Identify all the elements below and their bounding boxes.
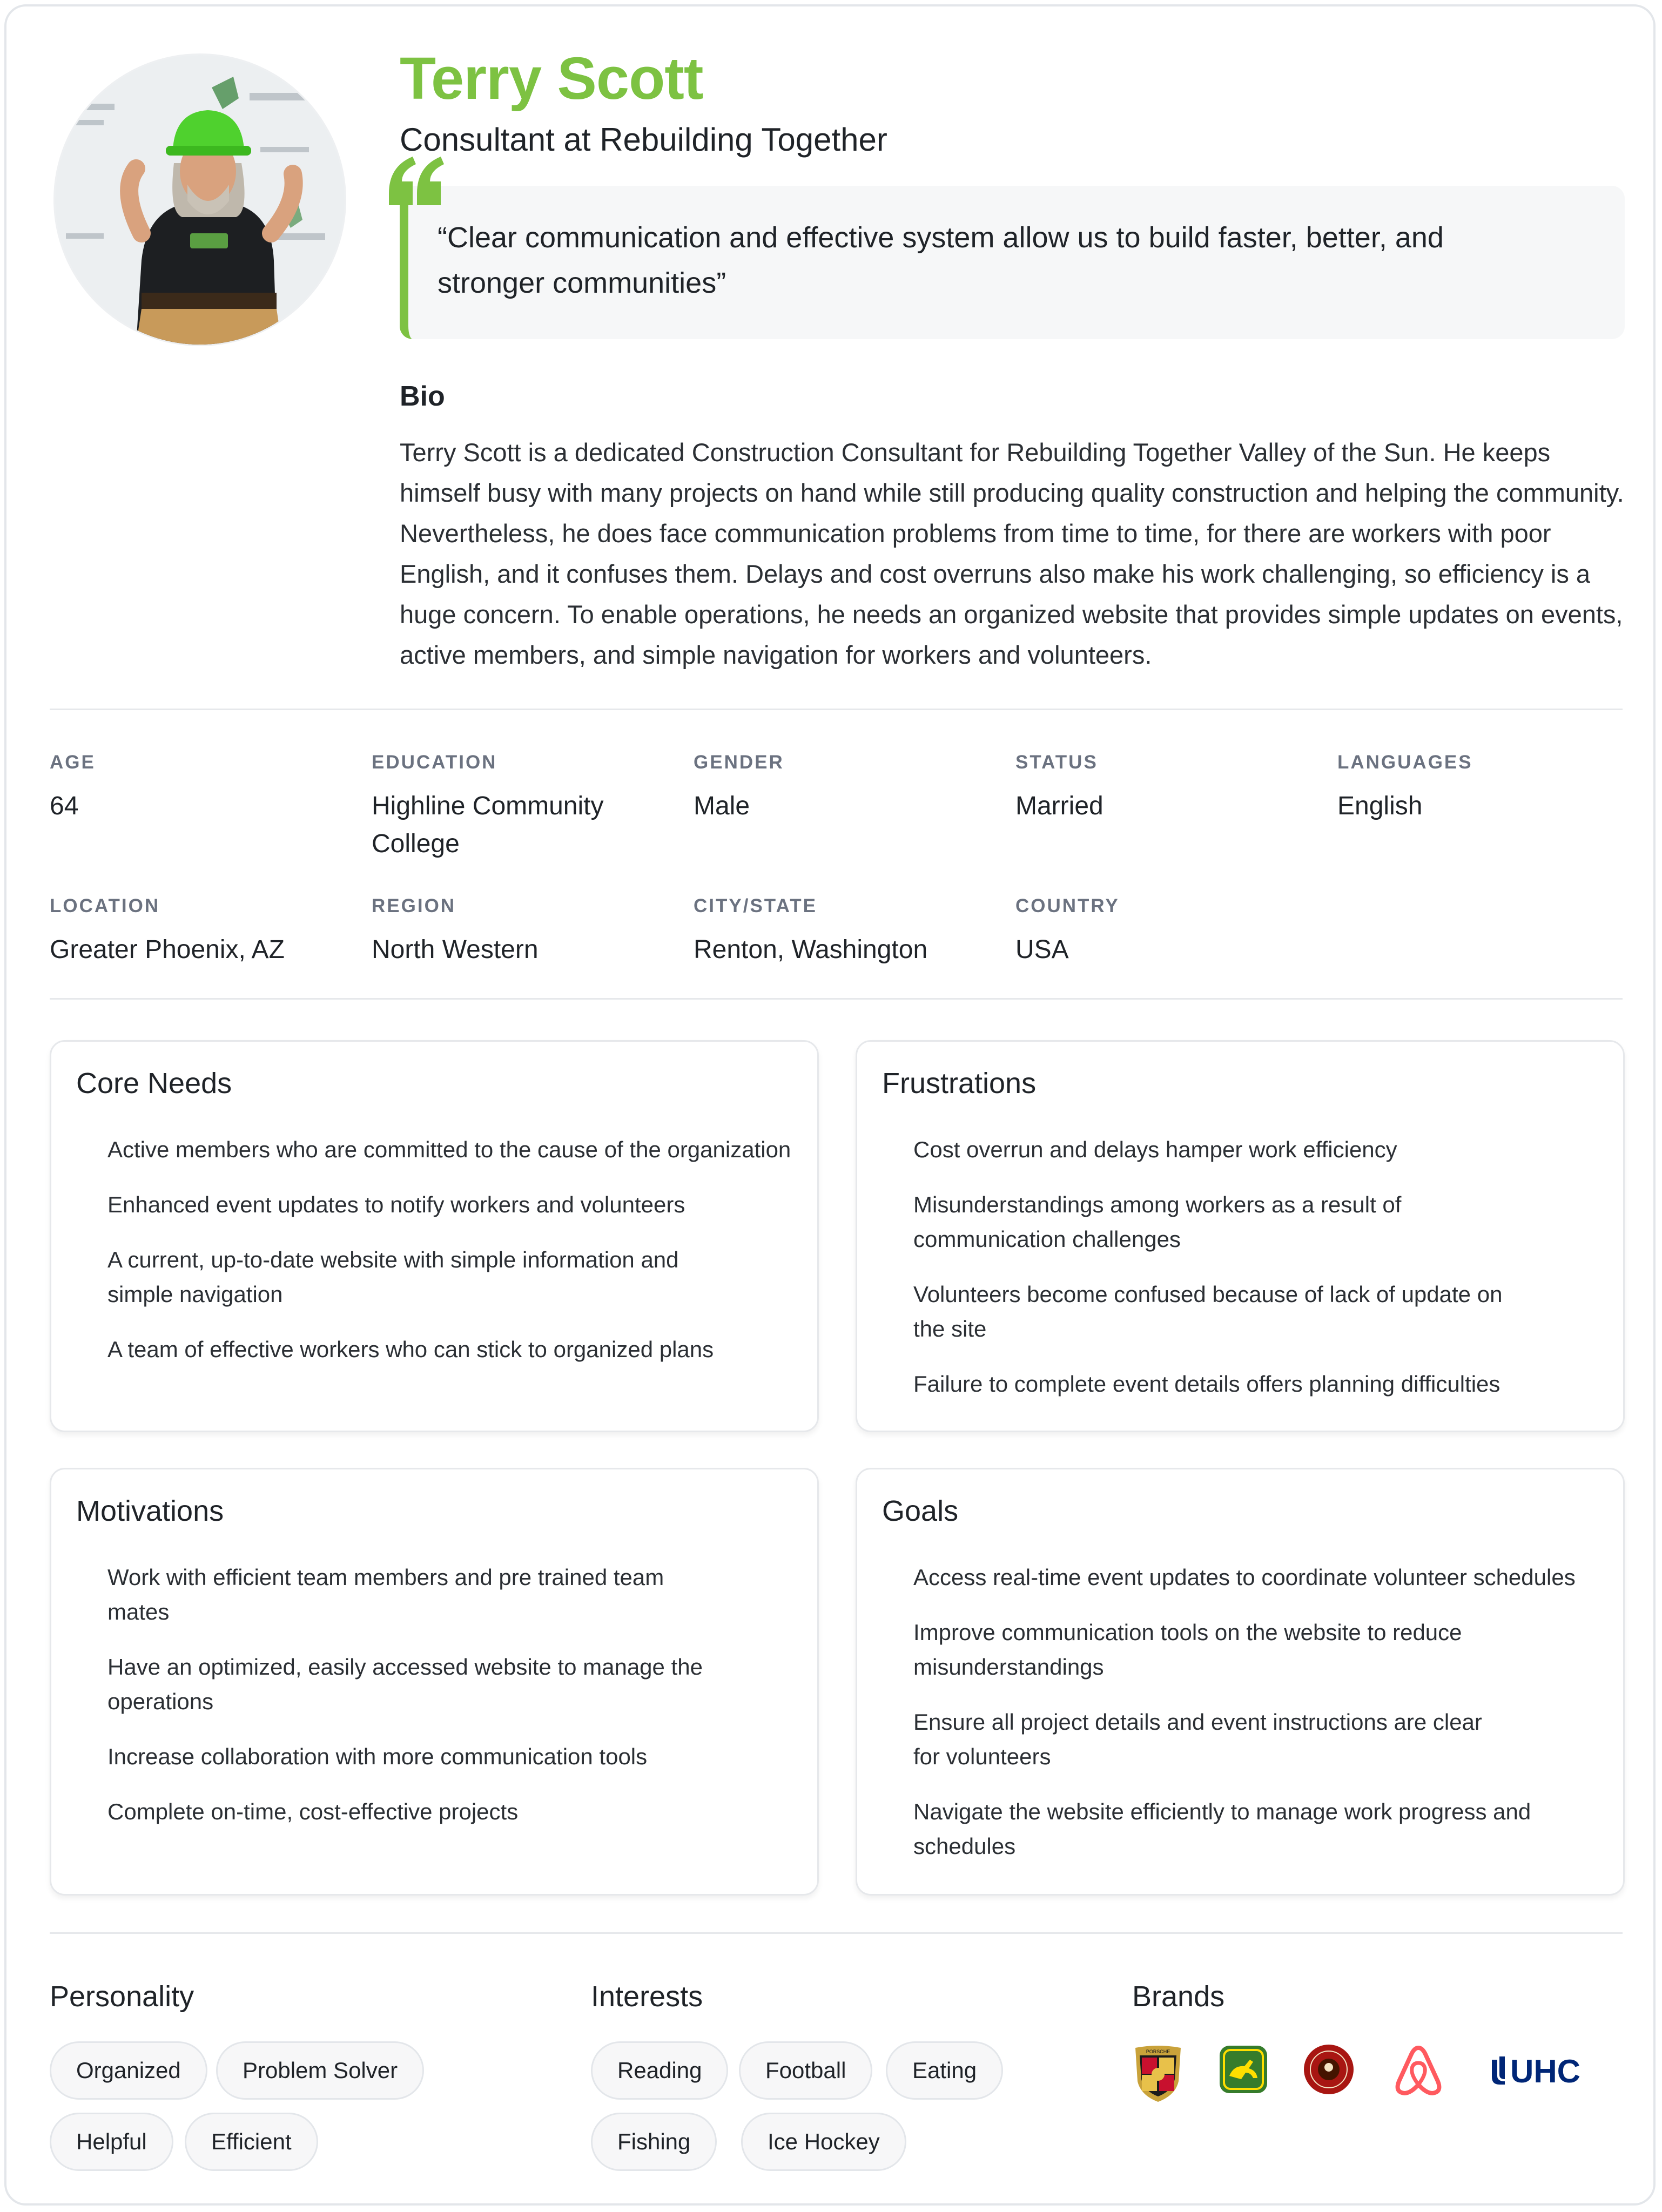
card-frustrations <box>856 1040 1625 1432</box>
demo-label: LOCATION <box>50 895 160 916</box>
demo-label: COUNTRY <box>1015 895 1120 916</box>
demo-value: Highline Community College <box>372 792 604 858</box>
persona-quote: “Clear communication and effective system allow us to build faster, better, and stronger communities” <box>438 221 1444 299</box>
card-motivations <box>50 1468 819 1896</box>
demo-city-state <box>694 895 996 969</box>
list-item: Active members who are committed to the cause of the organization <box>107 1137 791 1162</box>
interest-tag: Ice Hockey <box>741 2113 906 2171</box>
demo-value: English <box>1337 792 1423 820</box>
list-item: Improve communication tools on the website to reduce misunderstandings <box>913 1620 1462 1680</box>
card-title: Motivations <box>76 1495 224 1527</box>
card-title: Core Needs <box>76 1067 232 1100</box>
demo-country <box>1015 895 1318 969</box>
john-deere-icon <box>1217 2044 1269 2095</box>
personality-heading: Personality <box>50 1980 194 2013</box>
card-core-needs <box>50 1040 819 1432</box>
personality-tag: Organized <box>50 2041 207 2100</box>
card-title: Frustrations <box>882 1067 1037 1100</box>
list-item: Cost overrun and delays hamper work efficiency <box>913 1137 1397 1162</box>
demo-languages <box>1337 752 1618 825</box>
demo-gender <box>694 752 974 825</box>
personality-tag: Helpful <box>50 2113 173 2171</box>
avatar <box>55 55 345 345</box>
demo-value: Greater Phoenix, AZ <box>50 935 285 964</box>
demo-status <box>1015 752 1296 825</box>
demo-label: STATUS <box>1015 752 1098 773</box>
divider <box>50 998 1623 1000</box>
interest-tag: Football <box>739 2041 872 2100</box>
demo-value: North Western <box>372 935 539 964</box>
demo-value: USA <box>1015 935 1069 964</box>
divider <box>50 1932 1623 1934</box>
quote-icon <box>385 151 444 211</box>
persona-card <box>4 4 1656 2206</box>
persona-role: Consultant at Rebuilding Together <box>400 122 887 158</box>
list-item: Have an optimized, easily accessed website to manage the operations <box>107 1654 703 1714</box>
list-item: Misunderstandings among workers as a result of communication challenges <box>913 1192 1402 1252</box>
personality-tag: Efficient <box>185 2113 318 2171</box>
interest-tag: Fishing <box>591 2113 717 2171</box>
porsche-crest-icon <box>1132 2044 1184 2103</box>
divider <box>50 709 1623 710</box>
demo-value: 64 <box>50 792 79 820</box>
uhc-wordmark: UHC <box>1510 2053 1580 2089</box>
list-item: Complete on-time, cost-effective projects <box>107 1799 519 1824</box>
demo-value: Married <box>1015 792 1103 820</box>
demo-label: REGION <box>372 895 456 916</box>
list-item: Increase collaboration with more communication tools <box>107 1744 648 1769</box>
chipotle-icon <box>1303 2044 1355 2095</box>
brands-heading: Brands <box>1132 1980 1225 2013</box>
demo-label: LANGUAGES <box>1337 752 1473 773</box>
list-item: Enhanced event updates to notify workers and volunteers <box>107 1192 685 1217</box>
list-item: Failure to complete event details offers planning difficulties <box>913 1371 1500 1397</box>
list-item: Access real-time event updates to coordinate volunteer schedules <box>913 1564 1576 1590</box>
demo-label: EDUCATION <box>372 752 497 773</box>
list-item: Ensure all project details and event instructions are clear for volunteers <box>913 1709 1482 1769</box>
demo-label: CITY/STATE <box>694 895 817 916</box>
demo-region <box>372 895 674 969</box>
profile-photo <box>55 55 345 345</box>
bio-text: Terry Scott is a dedicated Construction Consultant for Rebuilding Together Valley of the Sun. He keeps himself busy with many projects on hand while still producing quality construction and helping the community. Nevertheless, he does face communication problems from time to time, for there are workers with poor English, and it confuses them. Delays and cost overruns also make his work challenging, so efficiency is a huge concern. To enable operations, he needs an organized website that provides simple updates on events, active members, and simple navigation for workers and volunteers. <box>400 438 1624 669</box>
uhc-icon <box>1489 2044 1586 2095</box>
card-goals <box>856 1468 1625 1896</box>
bio-heading: Bio <box>400 381 445 412</box>
demo-value: Renton, Washington <box>694 935 928 964</box>
card-title: Goals <box>882 1495 959 1527</box>
list-item: A current, up-to-date website with simple information and simple navigation <box>107 1247 679 1307</box>
demo-education <box>372 752 652 863</box>
list-item: Volunteers become confused because of lack of update on the site <box>913 1282 1503 1341</box>
personality-tag: Problem Solver <box>216 2041 424 2100</box>
demo-label: AGE <box>50 752 96 773</box>
list-item: Work with efficient team members and pre trained team mates <box>107 1564 664 1624</box>
demo-age <box>50 752 331 825</box>
demo-value: Male <box>694 792 750 820</box>
demo-label: GENDER <box>694 752 784 773</box>
demo-location <box>50 895 352 969</box>
list-item: Navigate the website efficiently to manage work progress and schedules <box>913 1799 1531 1859</box>
list-item: A team of effective workers who can stick to organized plans <box>107 1337 714 1362</box>
airbnb-icon <box>1392 2044 1444 2098</box>
interest-tag: Reading <box>591 2041 728 2100</box>
interests-heading: Interests <box>591 1980 703 2013</box>
persona-name: Terry Scott <box>400 45 703 112</box>
interest-tag: Eating <box>886 2041 1003 2100</box>
svg-text:PORSCHE: PORSCHE <box>1146 2049 1170 2054</box>
